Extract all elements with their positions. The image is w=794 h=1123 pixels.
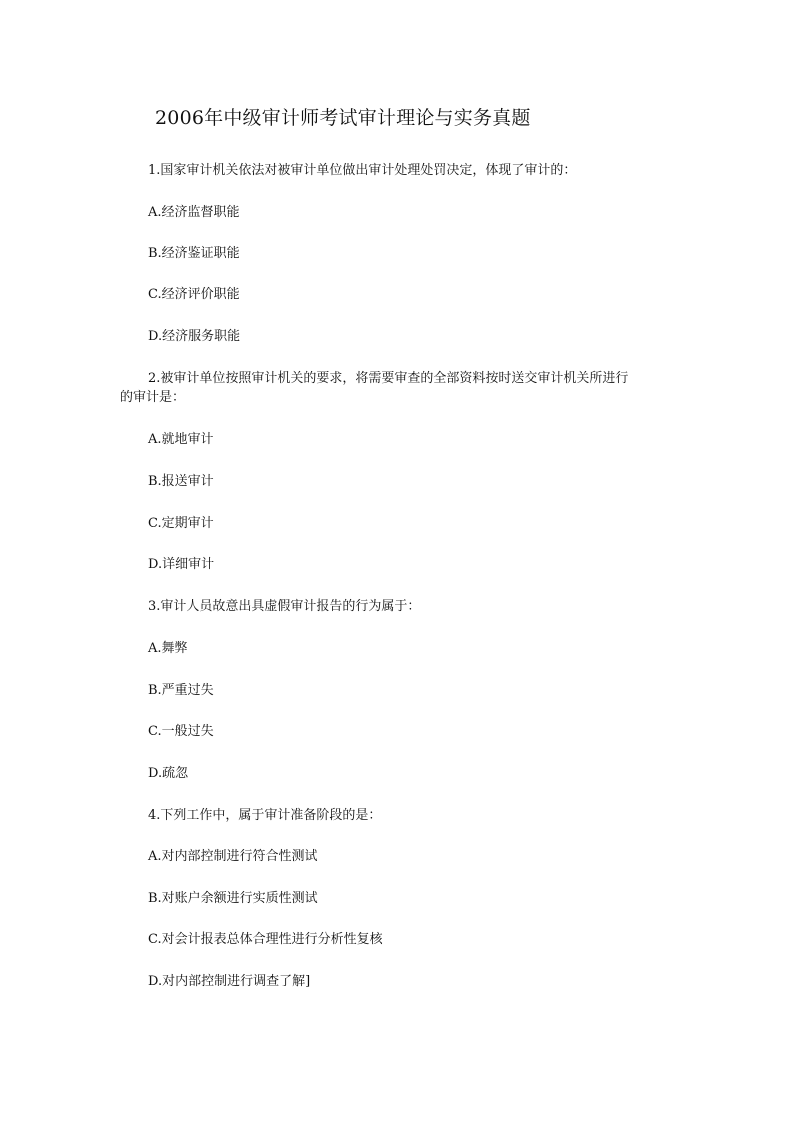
question-2-option-c: C.定期审计 bbox=[148, 516, 214, 531]
question-2-option-d: D.详细审计 bbox=[148, 557, 215, 572]
question-1-option-a: A.经济监督职能 bbox=[148, 205, 240, 220]
question-1-stem: 1.国家审计机关依法对被审计单位做出审计处理处罚决定，体现了审计的： bbox=[148, 163, 577, 178]
question-4-option-a: A.对内部控制进行符合性测试 bbox=[148, 849, 318, 864]
question-3-option-a: A.舞弊 bbox=[148, 641, 188, 656]
question-2-option-a: A.就地审计 bbox=[148, 432, 214, 447]
question-1-option-c: C.经济评价职能 bbox=[148, 287, 240, 302]
question-1-option-d: D.经济服务职能 bbox=[148, 329, 241, 344]
question-3-stem: 3.审计人员故意出具虚假审计报告的行为属于： bbox=[148, 599, 421, 614]
question-4-option-b: B.对账户余额进行实质性测试 bbox=[148, 891, 318, 906]
question-2-option-b: B.报送审计 bbox=[148, 474, 214, 489]
question-4-option-c: C.对会计报表总体合理性进行分析性复核 bbox=[148, 932, 383, 947]
question-2-stem-line-1: 2.被审计单位按照审计机关的要求，将需要审查的全部资料按时送交审计机关所进行 bbox=[148, 371, 629, 386]
question-1-option-b: B.经济鉴证职能 bbox=[148, 246, 240, 261]
question-3-option-d: D.疏忽 bbox=[148, 766, 189, 781]
question-3-option-b: B.严重过失 bbox=[148, 683, 214, 698]
question-4-stem: 4.下列工作中，属于审计准备阶段的是： bbox=[148, 808, 382, 823]
question-2-stem-line-2: 的审计是： bbox=[120, 390, 186, 405]
document-title: 2006年中级审计师考试审计理论与实务真题 bbox=[155, 107, 531, 129]
question-3-option-c: C.一般过失 bbox=[148, 724, 214, 739]
question-4-option-d: D.对内部控制进行调查了解] bbox=[148, 974, 311, 989]
